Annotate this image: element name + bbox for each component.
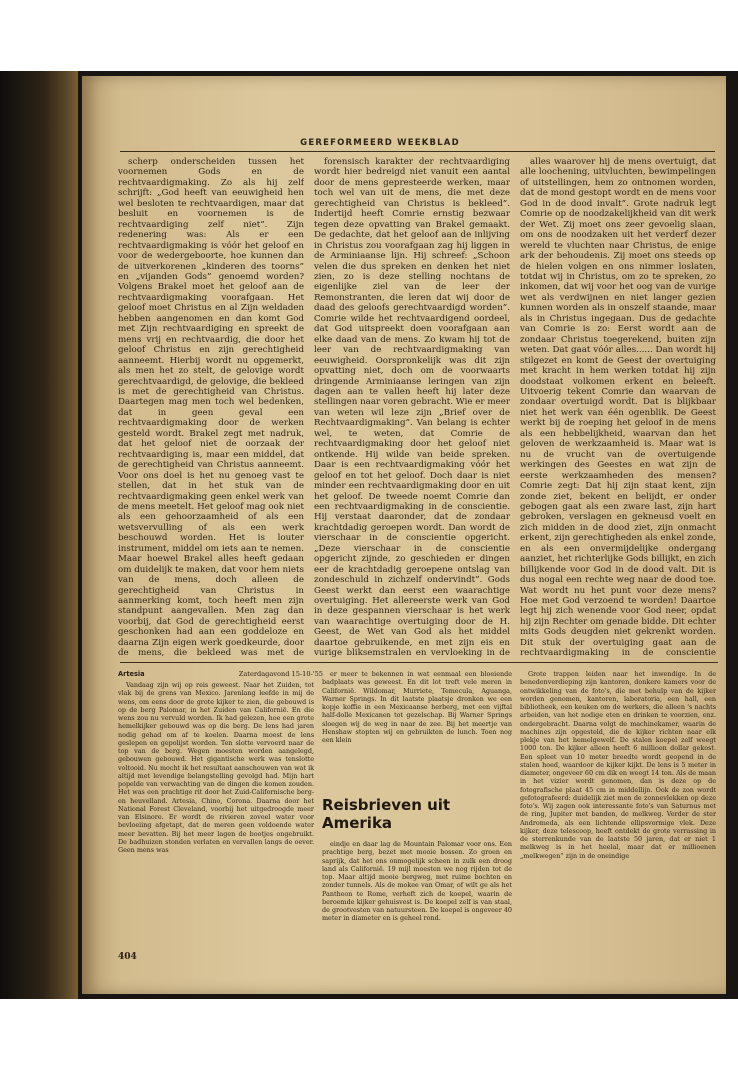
book-spine [0,71,78,999]
travel-text-1: Vandaag zijn wij op reis geweest. Naar het Zuiden, tot vlak bij de grens van Mexico. Jarenlang leefde in mij de wens, om eens door de grote kijker te zien, die gebouwd is op de berg Palomar, in het Zuiden van Californië. En die wens zou nu vervuld worden. Ik had gelezen, hoe een grote hemelkijker gebouwd was op die berg. De lens had jaren nodig gehad om af te koelen. Daarna moest de lens geslepen en gepolijst worden. Ten slotte vervoerd naar de top van de berg. Wegen moesten worden aangelegd, gebouwen gebouwd. Het gigantische werk was tenslotte voltooid. Nu mocht ik het resultaat aanschouwen van wat ik altijd met levendige belangstelling gevolgd had. Mijn hart popelde van verwachting van de dingen die komen zouden. Het was een prachtige rit door het Zuid-Californische berg- en heuvelland. Artesia, Chino, Corona. Daarna door het National Forest Cleveland, voorbij het uitgedroogde meer van Elsinore. Er wordt de rivieren zoveel water voor bevloeiing afgetapt, dat de meren geen voldoende water meer bevatten. Bij het meer lagen de bootjes ongebruikt. De badhuizen stonden verlaten en vervallen langs de oever. Geen mens was [118,681,314,854]
travel-text-3: Grote trappen leiden naar het inwendige. In de benedenverdieping zijn kantoren, donkere kamers voor de ontwikkeling van de foto's, die met behulp van de kijker worden genomen, kantoren, laboratoria, een hall, een bibliotheek, een keuken om de werkers, die alleen 's nachts arbeiden, van het nodige eten en drinken te voorzien, enz. ondergebracht. Daarna volgt de machinekamer, waarin de machines zijn opgesteld, die de kijker richten naar elk plekje van het hemelgewelf. De stalen koepel zelf weegt 1000 ton. De kijker alleen heeft 6 millioen dollar gekost. Een spleet van 10 meter breedte wordt geopend in de stalen hoed, waardoor de kijker kijkt. De lens is 5 meter in diameter, ongeveer 60 cm dik en weegt 14 ton. Als de maan in het vizier wordt genomen, dan is deze op de fotografische plaat 45 cm in middellijn. Ook de zon wordt gefotografeerd: duidelijk ziet men de zonnevlekken op deze foto's. Wij zagen ook interessante foto's van Saturnus met de ring, Jupiter met banden, de melkweg. Verder de ster Andromeda, als een lichtende ellipsvormige vlek. Deze kijker, deze telescoop, heeft ontdekt de grote verrassing in de sterrenkunde van de laatste 50 jaren, dat er niet 1 melkweg is in het heelal, maar dat er millioenen „melkwegen” zijn in de oneindige [520,670,716,860]
section-rule [120,662,718,663]
dateline-place: Artesia [118,670,145,678]
travel-text-2a: er meer te bekennen in wat eenmaal een bloeiende badplaats was geweest. En dit lot treft vele meren in Californië. Wildomar, Murriete, Temecula, Aguanga, Warner Springs. In dit laatste plaatsje dronken we een kopje koffie in een Mexicaanse herberg, met een vijftal half-dolle Mexicanen tot gezelschap. Bij Warner Springs sloegen wij de weg in naar de zee. Bij het meertje van Henshaw stopten wij en gebruikten de lunch. Toen nog een klein [322,670,512,744]
article-column-1 [118,157,304,657]
dateline-date: Zaterdagavond 15-10-'55 [238,670,323,678]
travel-text-2b: eindje en daar lag de Mountain Palomar voor ons. Een prachtige berg, bezet met mooie bossen. Zo groen en saprijk, dat het ons onmogelijk scheen in zulk een droog land als Californië. 19 mijl moesten we nog rijden tot de top. Maar altijd mooie bergweg, met ruime bochten en zonder tunnels. Als de mokee van Omar, of wilt ge als het Pantheon te Rome, verheft zich de koepel, waarin de beroemde kijker gehuisvest is. De koepel zelf is van staal, de grootvesten van natuursteen. De koepel is ongeveer 40 meter in diameter en is geheel rond. [322,840,512,923]
column-2-text: forensisch karakter der rechtvaardiging wordt hier bedreigd niet vanuit een aantal door de mens gepresteerde werken, maar toch wel van uit de mens, die met deze gerechtigheid van Christus is bekleed”. Indertijd heeft Comrie ernstig bezwaar tegen deze opvatting van Brakel gemaakt. De gedachte, dat het geloof aan de inlijving in Christus zou voorafgaan zag hij liggen in de Arminiaanse lijn. Hij schreef: „Schoon velen die dus spreken en denken het niet zien, zo is deze stelling nochtans de eigenlijke ziel van de leer der Remonstranten, die leren dat wij door de daad des geloofs gerechtvaardigd worden”. Comrie wilde het rechtvaardigend oordeel, dat God uitspreekt doen voorafgaan aan elke daad van de mens. Zo kwam hij tot de leer van de rechtvaardigmaking van eeuwigheid. Oorspronkelijk was dit zijn opvatting niet, doch om de voorwaarts dringende Arminiaanse leringen van zijn dagen aan te vallen heeft hij later deze stellingen naar voren gebracht. Wie er meer van weten wil leze zijn „Brief over de Rechtvaardigmaking”. Van belang is echter wel, te weten, dat Comrie de rechtvaardigmaking door het geloof niet ontkende. Hij wilde van beide spreken. Daar is een rechtvaardigmaking vóór het geloof en tot het geloof. Doch daar is niet minder een rechtvaardigmaking door en uit het geloof. De tweede noemt Comrie dan een rechtvaardigmaking in de conscientie. Hij verstaat daaronder, dat de zondaar krachtdadig geroepen wordt. Dan wordt de vierschaar in de conscientie opgericht. „Deze vierschaar in de conscientie opgericht zijnde, zo geschieden er dingen eer de krachtdadig geroepene ontslag van zondeschuld in zichzelf ondervindt”. Gods Geest werkt dan eerst een waarachtige overtuiging. Het allereerste werk van God in deze gespannen vierschaar is het werk van waarachtige overtuiging door de H. Geest, de Wet van God als het middel daartoe gebruikende, en met zijn eis en vurige bliksemstralen en vervloeking in de [314,157,510,657]
section-title: Reisbrieven uit Amerika [322,796,451,832]
article-column-3 [520,157,716,657]
travel-letter-column-2a [322,670,512,788]
column-3-text: alles waarover hij de mens overtuigt, dat alle loochening, uitvluchten, bewimpelingen of uitstellingen, hem zo ontnomen worden, dat de mond gestopt wordt en de mens voor God in de dood invalt”. Grote nadruk legt Comrie op de noodzakelijkheid van dit werk der Wet. Zij moet ons zeer gevoelig slaan, om ons de noodzaken uit het verderf dezer wereld te vluchten naar Christus, de enige ark der behoudenis. Zij moet ons steeds op de hielen volgen en ons nimmer loslaten, totdat wij in Christus, om zo te spreken, zo inkomen, dat wij voor het oog van de vurige wet als verdwijnen en niet langer gezien kunnen worden als in onszelf staande, maar als in Christus ingegaan. Dus de gedachte van Comrie is zo: Eerst wordt aan de zondaar Christus toegerekend, buiten zijn weten. Dat gaat vóór alles...... Dan wordt hij stilgezet en komt de Geest der overtuiging met kracht in hem werken totdat hij zijn doodstaat volkomen erkent en beleeft. Uitvoerig tekent Comrie dan waarvan de zondaar overtuigd wordt. Dat is blijkbaar niet het werk van één ogenblik. De Geest werkt bij de roeping het geloof in de mens als een hebbelijkheid, waarvan dan het geloven de werkzaamheid is. Maar wat is nu de vrucht van de overtuigende werkingen des Geestes en wat zijn de eerste werkzaamheden des mensen? Comrie zegt: Dat hij zijn staat kent, zijn zonde ziet, bekent en belijdt, er onder gebogen gaat als een zware last, zijn hart gebroken, verslagen en gekneusd voelt en zich midden in de dood ziet, zijn onmacht erkent, zijn gerechtigheden als enkel zonde, en als een onvermijdelijke ondergang aanziet, het richterlijke Gods billijkt, en zich billijkende voor God in de dood valt. Dit is dus nogal een rechte weg naar de dood toe. Wat wordt nu het punt voor deze mens? Hoe met God verzoend te worden! Daartoe legt hij zich wenende voor God neer, opdat hij zijn Rechter om genade bidde. Dit echter mits Gods deugden niet gekrenkt worden. Dit stuk der overtuiging gaat aan de rechtvaardigmaking in de conscientie [520,157,716,657]
travel-letter-column-2b [322,840,512,940]
travel-letter-column-3 [520,670,716,940]
page-header: GEREFORMEERD WEEKBLAD [300,138,460,148]
header-rule [120,151,715,152]
article-column-2 [314,157,510,657]
column-1-text: scherp onderscheiden tussen het voornemen Gods en de rechtvaardigmaking. Zo als hij zelf schrijft: „God heeft van eeuwigheid hen wel besloten te rechtvaardigen, maar dat besluit en voornemen is de rechtvaardiging zelf niet”. Zijn redenering was: Als er een rechtvaardigmaking is vóór het geloof en voor de wedergeboorte, hoe kunnen dan de uitverkorenen „kinderen des toorns” en „vijanden Gods” genoemd worden? Volgens Brakel moet het geloof aan de rechtvaardigmaking voorafgaan. Het geloof moet Christus en al Zijn weldaden hebben aangenomen en dan komt God met Zijn rechtvaardiging en spreekt de mens vrij en rechtvaardig, die door het geloof Christus en zijn gerechtigheid aanneemt. Hierbij wordt nu opgemerkt, als men het zo stelt, de gelovige wordt gerechtvaardigd, de gelovige, die bekleed is met de gerechtigheid van Christus. Daartegen mag men toch wel bedenken, dat in geen geval een rechtvaardigmaking door de werken gesteld wordt. Brakel zegt met nadruk, dat het geloof niet de oorzaak der rechtvaardiging is, maar een middel, dat de gerechtigheid van Christus aanneemt. Voor ons doel is het nu genoeg vast te stellen, dat in het stuk van de rechtvaardigmaking geen enkel werk van de mens meetelt. Het geloof mag ook niet als een gehoorzaamheid of als een wetsvervulling of als een werk beschouwd worden. Het is louter instrument, middel om iets aan te nemen. Maar hoewel Brakel alles heeft gedaan om duidelijk te maken, dat voor hem niets van de mens, doch alleen de gerechtigheid van Christus in aanmerking komt, toch heeft men zijn standpunt aangevallen. Men zag dan voorbij, dat God de gerechtigheid eerst geschonken had aan een goddeloze en daarna Zijn eigen werk goedkeurde, door de mens, die bekleed was met de [118,157,304,657]
travel-letter-column-1 [118,681,314,941]
dateline [118,670,323,678]
page-number: 404 [118,952,137,962]
